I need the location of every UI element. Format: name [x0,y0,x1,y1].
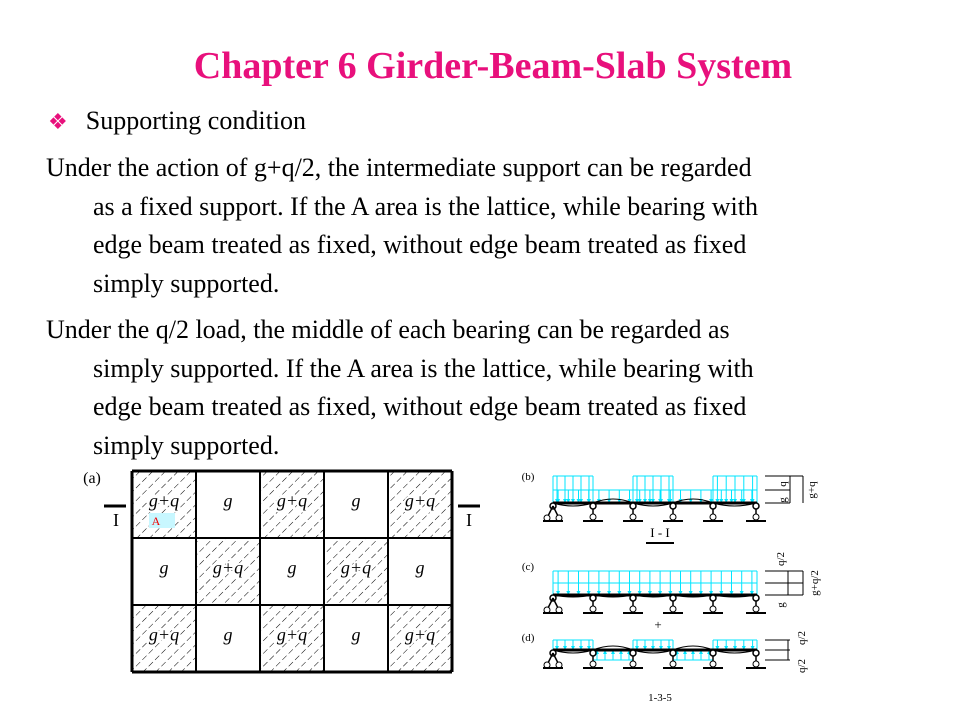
area-a-label: A [151,514,161,528]
paragraph-line: Under the action of g+q/2, the intermediate support can be regarded [46,153,752,182]
support-roller [710,661,716,667]
support-hinge [753,503,759,509]
cell-load-label: g [223,624,233,645]
dim-label-q2: q/2 [775,551,787,567]
cell-load-label: g [351,490,361,511]
support-hinge [630,650,636,656]
paragraph-line: simply supported. [93,269,280,299]
section-title: I - I [650,525,670,540]
support-roller [753,661,759,667]
cell-load-label: g [415,557,425,578]
support-roller [630,606,636,612]
panel-label-b: (b) [521,471,535,483]
support-roller [670,661,676,667]
dim-label-g: g [775,602,787,608]
support-roller [590,606,596,612]
cell-load-label: g+q [276,624,308,645]
support-hinge [753,595,759,601]
panel-label-d: (d) [521,632,535,644]
dim-label-q: q [777,481,789,487]
paragraph-line: edge beam treated as fixed, without edge beam treated as fixed [93,392,747,422]
cell-load-label: g+q [148,624,180,645]
paragraph-line: edge beam treated as fixed, without edge beam treated as fixed [93,230,747,260]
cell-load-label: g+q [404,490,436,511]
support-hinge [710,650,716,656]
support-roller [710,514,716,520]
diamond-bullet-icon: ❖ [48,109,68,134]
support-hinge [670,595,676,601]
section-mark-right: I [466,510,472,530]
support-roller [753,606,759,612]
cell-load-label: g [287,557,297,578]
support-hinge [630,595,636,601]
panel-label-c: (c) [521,561,535,573]
dim-label-q2: q/2 [796,658,808,674]
support-hinge [590,650,596,656]
cell-load-label: g+q [148,490,180,511]
cell-load-label: g [159,557,169,578]
support-roller [630,661,636,667]
dim-label-g: g [777,497,789,503]
support-roller [590,661,596,667]
paragraph-line: as a fixed support. If the A area is the lattice, while bearing with [93,191,758,221]
cell-load-label: g+q [404,624,436,645]
figure-caption: 1-3-5 [648,692,672,704]
support-roller [753,514,759,520]
support-roller [590,514,596,520]
paragraph-line: Under the q/2 load, the middle of each bearing can be regarded as [46,315,730,344]
paragraph-line: simply supported. If the A area is the lattice, while bearing with [93,353,754,383]
support-hinge [670,650,676,656]
bullet-text: Supporting condition [85,106,307,135]
support-hinge [630,503,636,509]
plus-sign: + [654,617,662,632]
support-roller [670,606,676,612]
support-roller [670,514,676,520]
dim-label-q2: q/2 [796,630,808,646]
support-hinge [753,650,759,656]
section-mark-left: I [113,510,119,530]
cell-load-label: g+q [212,557,244,578]
paragraph-line: simply supported. [93,431,280,461]
dim-label-gq: g+q [806,481,818,499]
support-hinge [590,503,596,509]
support-hinge [710,595,716,601]
support-hinge [590,595,596,601]
cell-load-label: g+q [276,490,308,511]
cell-load-label: g [223,490,233,511]
panel-label-a: (a) [83,470,101,487]
support-roller [710,606,716,612]
dim-label-gq2: g+q/2 [809,570,821,596]
cell-load-label: g+q [340,557,372,578]
support-hinge [710,503,716,509]
slide-title: Chapter 6 Girder-Beam-Slab System [193,45,793,87]
support-hinge [670,503,676,509]
cell-load-label: g [351,624,361,645]
support-roller [630,514,636,520]
